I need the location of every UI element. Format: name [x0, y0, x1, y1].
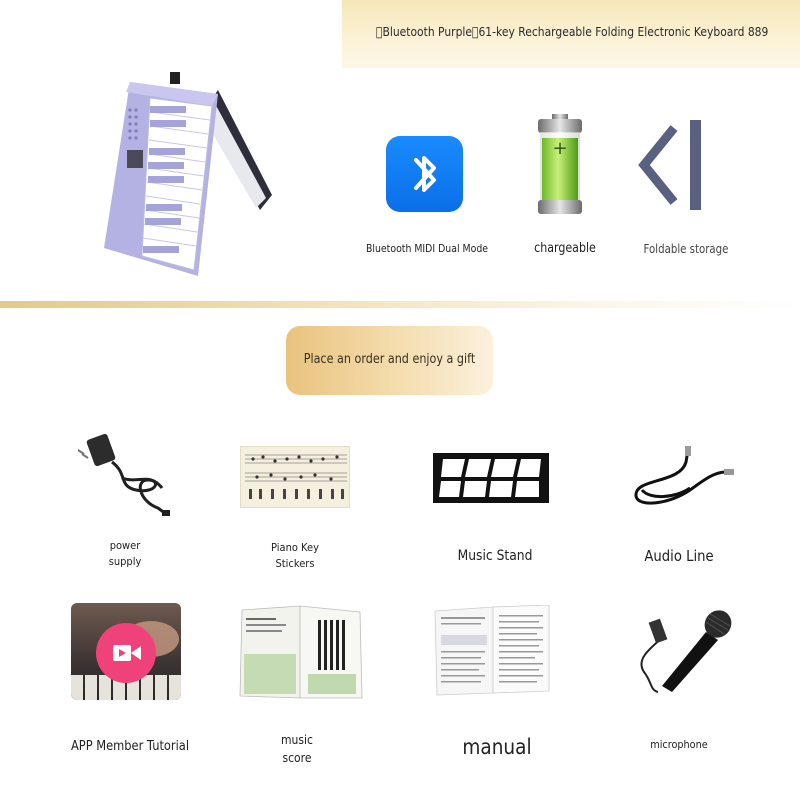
- audio-line-image: [630, 444, 736, 508]
- fold-icon: [638, 118, 704, 212]
- feature-label-foldable: Foldable storage: [643, 242, 729, 256]
- piano-stickers-label-line1: Piano Key: [270, 541, 320, 554]
- promo-text: Place an order and enjoy a gift: [303, 352, 476, 367]
- manual-label: manual: [462, 735, 532, 759]
- music-stand-label: Music Stand: [457, 548, 533, 564]
- section-divider: [0, 301, 800, 308]
- feature-label-bluetooth: Bluetooth MIDI Dual Mode: [365, 242, 489, 255]
- microphone-label: microphone: [650, 738, 708, 751]
- piano-stickers-image: [240, 446, 350, 508]
- app-tutorial-image: [71, 603, 181, 700]
- music-score-label-line2: score: [282, 751, 312, 765]
- product-title:  Bluetooth Purple 61-key Rechargeable Folding Electronic Keyboard 889: [376, 24, 769, 39]
- power-adapter-image: [78, 428, 174, 520]
- promo-banner: [286, 326, 493, 395]
- power-supply-label-line1: power: [109, 539, 141, 552]
- bluetooth-icon: [386, 136, 463, 212]
- svg-text:+: +: [552, 138, 568, 159]
- audio-line-label: Audio Line: [644, 547, 714, 565]
- feature-label-chargeable: chargeable: [534, 241, 596, 256]
- music-score-image: [238, 604, 364, 700]
- battery-icon: [536, 114, 584, 216]
- music-score-label-line1: music: [281, 733, 313, 747]
- music-stand-image: [431, 451, 551, 505]
- microphone-image: [632, 606, 734, 696]
- manual-image: [433, 605, 551, 696]
- music-score-label: [270, 731, 324, 767]
- piano-stickers-label-line2: Stickers: [275, 557, 315, 570]
- power-supply-label-line2: supply: [108, 555, 142, 568]
- app-tutorial-label: APP Member Tutorial: [70, 739, 190, 754]
- piano-stickers-label: [259, 540, 331, 572]
- power-supply-label: [98, 538, 152, 570]
- keyboard-image: [100, 70, 280, 280]
